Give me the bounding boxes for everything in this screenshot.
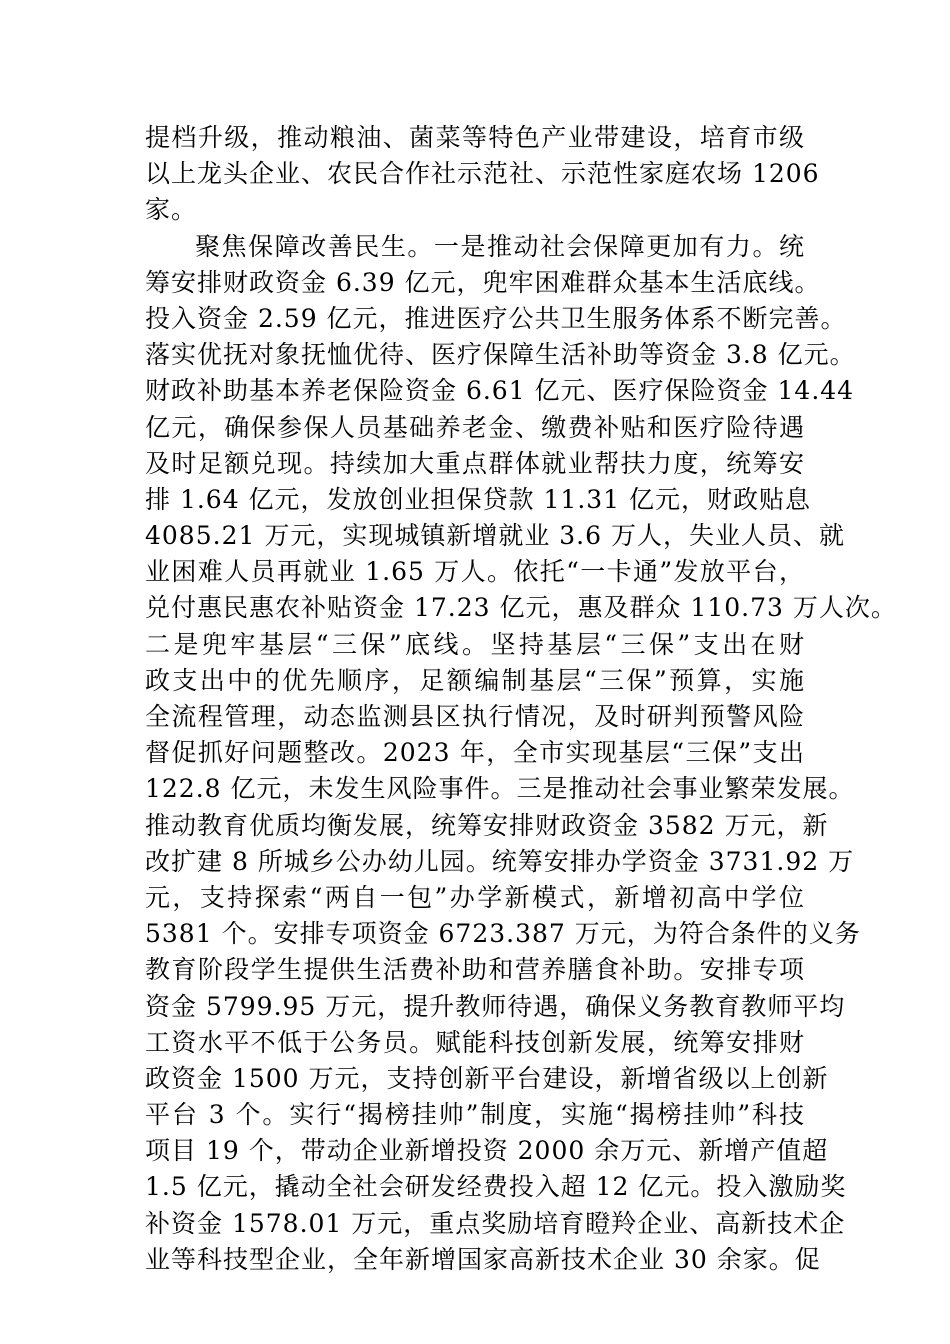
text-line: 补资金 1578.01 万元，重点奖励培育瞪羚企业、高新技术企 (145, 1208, 846, 1238)
text-line: 政资金 1500 万元，支持创新平台建设，新增省级以上创新 (145, 1063, 829, 1093)
text-line: 教育阶段学生提供生活费补助和营养膳食补助。安排专项 (145, 955, 805, 985)
text-line: 资金 5799.95 万元，提升教师待遇，确保义务教育教师平均 (145, 991, 846, 1021)
text-line: 平台 3 个。实行“揭榜挂帅”制度，实施“揭榜挂帅”科技 (145, 1100, 805, 1130)
text-line: 亿元，确保参保人员基础养老金、缴费补贴和医疗险待遇 (145, 412, 805, 442)
text-line: 以上龙头企业、农民合作社示范社、示范性家庭农场 1206 (145, 159, 820, 189)
text-line: 业等科技型企业，全年新增国家高新技术企业 30 余家。促 (145, 1244, 821, 1274)
text-line: 元，支持探索“两自一包”办学新模式，新增初高中学位 (145, 882, 805, 912)
text-line: 业困难人员再就业 1.65 万人。依托“一卡通”发放平台， (145, 557, 805, 587)
text-line: 政支出中的优先顺序，足额编制基层“三保”预算，实施 (145, 665, 805, 695)
text-line: 改扩建 8 所城乡公办幼儿园。统筹安排办学资金 3731.92 万 (145, 846, 855, 876)
paragraph-first-line: 聚焦保障改善民生。一是推动社会保障更加有力。统 (195, 231, 805, 261)
text-line: 筹安排财政资金 6.39 亿元，兜牢困难群众基本生活底线。 (145, 267, 821, 297)
text-line: 排 1.64 亿元，发放创业担保贷款 11.31 亿元，财政贴息 (145, 484, 812, 514)
text-line: 兑付惠民惠农补贴资金 17.23 亿元，惠及群众 110.73 万人次。 (145, 593, 897, 623)
text-line: 工资水平不低于公务员。赋能科技创新发展，统筹安排财 (145, 1027, 805, 1057)
document-page (145, 120, 897, 1278)
text-line: 5381 个。安排专项资金 6723.387 万元，为符合条件的义务 (145, 919, 861, 949)
text-line: 推动教育优质均衡发展，统筹安排财政资金 3582 万元，新 (145, 810, 829, 840)
text-line: 全流程管理，动态监测县区执行情况，及时研判预警风险 (145, 702, 805, 731)
text-line: 投入资金 2.59 亿元，推进医疗公共卫生服务体系不断完善。 (145, 303, 847, 333)
text-line: 落实优抚对象抚恤优待、医疗保障生活补助等资金 3.8 亿元。 (145, 340, 856, 370)
text-line: 4085.21 万元，实现城镇新增就业 3.6 万人，失业人员、就 (145, 521, 845, 551)
text-line: 二是兜牢基层“三保”底线。坚持基层“三保”支出在财 (145, 629, 805, 659)
text-line: 提档升级，推动粮油、菌菜等特色产业带建设，培育市级 (145, 123, 805, 152)
text-line: 122.8 亿元，未发生风险事件。三是推动社会事业繁荣发展。 (145, 774, 855, 804)
text-line: 及时足额兑现。持续加大重点群体就业帮扶力度，统筹安 (145, 448, 805, 478)
text-line: 家。 (145, 195, 198, 225)
text-line: 项目 19 个，带动企业新增投资 2000 余万元、新增产值超 (145, 1136, 829, 1166)
text-line: 财政补助基本养老保险资金 6.61 亿元、医疗保险资金 14.44 (145, 376, 855, 406)
text-line: 督促抓好问题整改。2023 年，全市实现基层“三保”支出 (145, 738, 805, 768)
text-line: 1.5 亿元，撬动全社会研发经费投入超 12 亿元。投入激励奖 (145, 1172, 847, 1202)
